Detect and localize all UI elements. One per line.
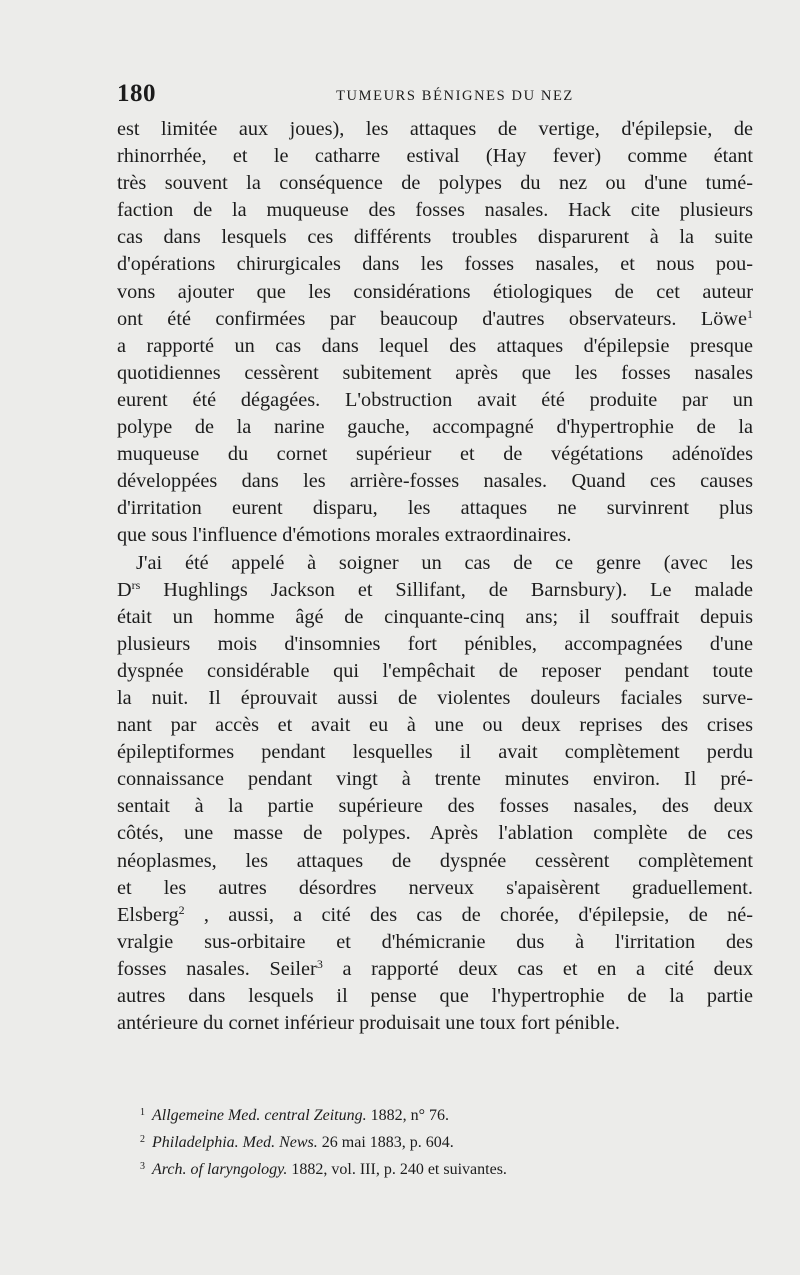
text-line: sentait à la partie supérieure des fosses nasales, des deux <box>117 795 753 818</box>
paragraph-1 <box>117 116 753 550</box>
text-line: polype de la narine gauche, accompagné d'hypertrophie de la <box>117 416 753 439</box>
footnote-title: Philadelphia. Med. News. <box>152 1134 318 1151</box>
footnote-title: Allgemeine Med. central Zeitung. <box>152 1107 367 1124</box>
superscript-drs: rs <box>131 577 141 592</box>
text-line: très souvent la conséquence de polypes du nez ou d'une tumé- <box>117 172 753 195</box>
page-header <box>117 80 753 120</box>
text-line: muqueuse du cornet supérieur et de végétations adénoïdes <box>117 443 753 466</box>
text-line: était un homme âgé de cinquante-cinq ans; il souffrait depuis <box>117 605 753 628</box>
text-line: néoplasmes, les attaques de dyspnée cessèrent complètement <box>117 849 753 872</box>
footnote-1 <box>140 1101 740 1128</box>
text-line: vons ajouter que les considérations étiologiques de cet auteur <box>117 280 753 303</box>
footnote-ref-2: 2 <box>178 902 185 917</box>
text-segment: Elsberg <box>117 903 179 926</box>
text-line: est limitée aux joues), les attaques de vertige, d'épilepsie, de <box>117 118 753 140</box>
footnote-3 <box>140 1155 740 1182</box>
text-line-with-footnote <box>117 902 753 929</box>
footnote-detail: 26 mai 1883, p. 604. <box>317 1134 454 1151</box>
footnotes <box>140 1101 740 1182</box>
text-line: que sous l'influence d'émotions morales extraordinaires. <box>117 524 572 547</box>
text-segment: Hughlings Jackson et Sillifant, de Barnsbury). Le malade <box>140 578 753 601</box>
text-segment: , aussi, a cité des cas de chorée, d'épilepsie, de né- <box>184 903 753 926</box>
footnote-2 <box>140 1128 740 1155</box>
text-line-with-footnote <box>117 956 753 983</box>
text-line-with-footnote <box>117 306 753 333</box>
text-line: plusieurs mois d'insomnies fort pénibles, accompagnées d'une <box>117 632 753 655</box>
footnote-mark: 3 <box>140 1161 145 1172</box>
text-line: quotidiennes cessèrent subitement après que les fosses nasales <box>117 361 753 384</box>
footnote-detail: 1882, n° 76. <box>366 1107 450 1124</box>
text-line: connaissance pendant vingt à trente minutes environ. Il pré- <box>117 768 753 791</box>
text-line: cas dans lesquels ces différents troubles disparurent à la suite <box>117 226 753 249</box>
text-line: faction de la muqueuse des fosses nasales. Hack cite plusieurs <box>117 199 753 222</box>
text-line: épileptiformes pendant lesquelles il avait complètement perdu <box>117 741 753 764</box>
text-line: eurent été dégagées. L'obstruction avait été produite par un <box>117 388 753 411</box>
text-line: autres dans lesquels il pense que l'hypertrophie de la partie <box>117 985 753 1007</box>
footnote-mark: 1 <box>140 1107 145 1118</box>
text-line: J'ai été appelé à soigner un cas de ce genre (avec les <box>136 551 753 574</box>
text-line: et les autres désordres nerveux s'apaisèrent graduellement. <box>117 876 753 899</box>
footnote-mark: 2 <box>140 1134 145 1145</box>
text-line: vralgie sus-orbitaire et d'hémicranie dus à l'irritation des <box>117 930 753 953</box>
text-segment <box>117 579 753 601</box>
text-line: nant par accès et avait eu à une ou deux reprises des crises <box>117 714 753 737</box>
text-line: dyspnée considérable qui l'empêchait de reposer pendant toute <box>117 659 753 682</box>
text-segment: ont été confirmées par beaucoup d'autres observateurs. Löwe <box>117 307 747 330</box>
paragraph-2 <box>117 550 753 1038</box>
text-segment: D <box>117 578 132 601</box>
footnote-detail: 1882, vol. III, p. 240 et suivantes. <box>287 1161 507 1178</box>
body-text <box>117 116 753 1037</box>
footnote-ref-1: 1 <box>747 306 753 321</box>
text-segment: fosses nasales. Seiler <box>117 957 317 980</box>
running-title: TUMEURS BÉNIGNES DU NEZ <box>336 88 574 104</box>
text-line: rhinorrhée, et le catharre estival (Hay fever) comme étant <box>117 145 753 168</box>
text-line: antérieure du cornet inférieur produisait une toux fort pénible. <box>117 1012 620 1035</box>
text-segment <box>117 958 753 980</box>
text-segment <box>117 904 753 926</box>
text-line: d'irritation eurent disparu, les attaques ne survinrent plus <box>117 497 753 520</box>
page-number: 180 <box>117 80 156 107</box>
text-line-with-superscript <box>117 577 753 604</box>
footnote-ref-3: 3 <box>316 956 323 971</box>
footnote-title: Arch. of laryngology. <box>152 1161 288 1178</box>
text-line: d'opérations chirurgicales dans les fosses nasales, et nous pou- <box>117 253 753 276</box>
text-line: a rapporté un cas dans lequel des attaques d'épilepsie presque <box>117 334 753 357</box>
text-segment: a rapporté deux cas et en a cité deux <box>322 957 753 980</box>
text-line: la nuit. Il éprouvait aussi de violentes douleurs faciales surve- <box>117 686 753 709</box>
text-line: développées dans les arrière-fosses nasales. Quand ces causes <box>117 470 753 493</box>
text-line: côtés, une masse de polypes. Après l'ablation complète de ces <box>117 822 753 845</box>
